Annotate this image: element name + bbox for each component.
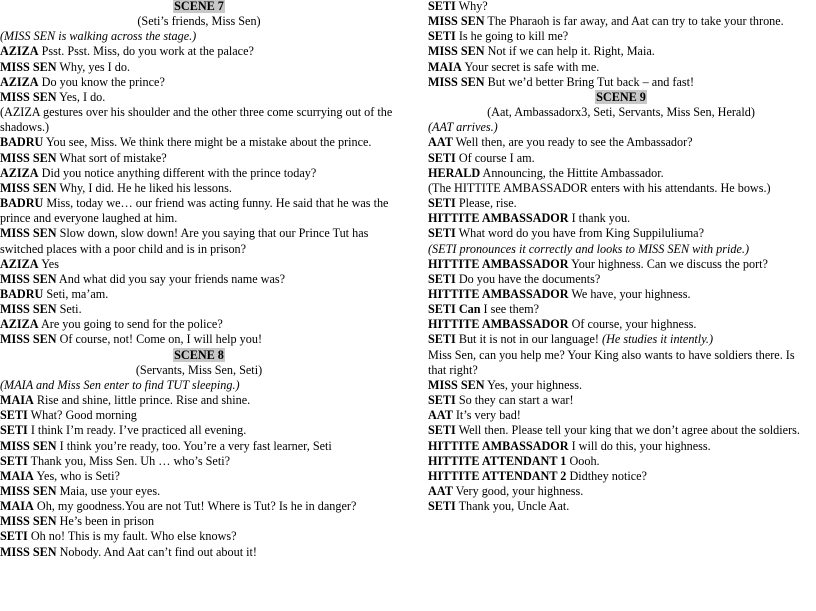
dialog-text: Is he going to kill me? bbox=[455, 29, 569, 44]
speaker-name: SETI bbox=[428, 29, 456, 44]
dialog-text: I think you’re ready, too. You’re a very fast learner, Seti bbox=[56, 438, 332, 453]
dialog-line bbox=[428, 135, 814, 150]
speaker-name: MISS SEN bbox=[0, 438, 57, 453]
speaker-name: AAT bbox=[428, 484, 453, 498]
dialog-text: Well then. Please tell your king that we don’t agree about the soldiers. bbox=[455, 423, 800, 438]
stage-direction: (SETI pronounces it correctly and looks to MISS SEN with pride.) bbox=[428, 241, 750, 256]
scene-cast: (Seti’s friends, Miss Sen) bbox=[137, 14, 261, 29]
dialog-text: Psst. Psst. Miss, do you work at the palace? bbox=[38, 44, 254, 59]
dialog-line bbox=[0, 151, 398, 166]
dialog-text: Do you have the documents? bbox=[455, 271, 601, 286]
dialog-text: Oh no! This is my fault. Who else knows? bbox=[27, 529, 237, 544]
dialog-text: What? Good morning bbox=[27, 408, 137, 423]
stage-direction: (MAIA and Miss Sen enter to find TUT sleeping.) bbox=[0, 377, 240, 392]
speaker-name: BADRU bbox=[0, 286, 44, 301]
speaker-name: HITTITE AMBASSADOR bbox=[428, 438, 569, 453]
speaker-name: AAT bbox=[428, 408, 453, 423]
dialog-text: Yes bbox=[38, 256, 59, 271]
dialog-line bbox=[428, 166, 814, 181]
dialog-text: So they can start a war! bbox=[455, 393, 574, 408]
dialog-text: And what did you say your friends name was? bbox=[56, 271, 286, 286]
dialog-line bbox=[428, 408, 814, 423]
dialog-text: You see, Miss. We think there might be a mistake about the prince. bbox=[43, 135, 372, 150]
speaker-name: MISS SEN bbox=[428, 14, 485, 29]
dialog-text: Thank you, Miss Sen. Uh … who’s Seti? bbox=[27, 453, 231, 468]
dialog-line bbox=[0, 181, 398, 196]
dialog-text: Well then, are you ready to see the Ambassador? bbox=[452, 135, 693, 150]
speaker-name: SETI bbox=[428, 196, 456, 211]
dialog-text: Of course I am. bbox=[455, 150, 535, 165]
dialog-line bbox=[428, 423, 814, 438]
dialog-line bbox=[0, 287, 398, 302]
dialog-text: I thank you. bbox=[568, 211, 631, 226]
dialog-text: I will do this, your highness. bbox=[568, 438, 711, 453]
speaker-name: SETI bbox=[428, 0, 456, 13]
speaker-name: HITTITE AMBASSADOR bbox=[428, 256, 569, 271]
speaker-name: MAIA bbox=[0, 499, 34, 514]
dialog-text: Yes, your highness. bbox=[484, 377, 583, 392]
speaker-name: HITTITE ATTENDANT 1 bbox=[428, 453, 567, 468]
dialog-text: Your secret is safe with me. bbox=[461, 59, 600, 74]
dialog-line bbox=[0, 545, 398, 560]
dialog-line bbox=[428, 454, 814, 469]
speaker-name: MISS SEN bbox=[0, 514, 57, 529]
stage-direction: (MISS SEN is walking across the stage.) bbox=[0, 29, 197, 44]
dialog-line bbox=[0, 272, 398, 287]
speaker-name: MISS SEN bbox=[0, 59, 57, 74]
narration-line: shadows.) bbox=[0, 120, 50, 135]
dialog-text: But it is not in our language! bbox=[455, 332, 603, 347]
dialog-line bbox=[428, 302, 814, 317]
dialog-line bbox=[428, 257, 814, 272]
dialog-text: It’s very bad! bbox=[452, 408, 521, 423]
dialog-text: Very good, your highness. bbox=[452, 484, 584, 498]
scene-title: SCENE 9 bbox=[596, 89, 646, 104]
speaker-name: MISS SEN bbox=[428, 44, 485, 59]
dialog-line bbox=[0, 514, 398, 529]
dialog-line bbox=[428, 317, 814, 332]
speaker-name: AZIZA bbox=[0, 256, 39, 271]
dialog-line bbox=[428, 60, 814, 75]
dialog-text: Why, yes I do. bbox=[56, 59, 131, 74]
dialog-line bbox=[0, 135, 398, 150]
dialog-line bbox=[428, 151, 814, 166]
dialog-line bbox=[0, 469, 398, 484]
speaker-name: SETI bbox=[0, 453, 28, 468]
dialog-line bbox=[428, 332, 814, 347]
speaker-name: SETI bbox=[428, 271, 456, 286]
dialog-text: The Pharaoh is far away, and Aat can try to take your throne. bbox=[484, 14, 784, 29]
dialog-text: He’s been in prison bbox=[56, 514, 155, 529]
dialog-line bbox=[428, 14, 814, 29]
speaker-name: HITTITE AMBASSADOR bbox=[428, 286, 569, 301]
scene-heading bbox=[0, 348, 398, 363]
speaker-name: AAT bbox=[428, 135, 453, 150]
scene-heading bbox=[428, 90, 814, 105]
dialog-line bbox=[428, 0, 814, 14]
script-column-right bbox=[428, 0, 814, 514]
dialog-line bbox=[0, 393, 398, 408]
speaker-name: MISS SEN bbox=[0, 150, 57, 165]
dialog-line bbox=[428, 44, 814, 59]
speaker-name: SETI bbox=[428, 150, 456, 165]
dialog-line bbox=[0, 423, 398, 438]
speaker-name: MISS SEN bbox=[0, 226, 57, 241]
scene-cast: (Aat, Ambassadorx3, Seti, Servants, Miss Sen, Herald) bbox=[487, 105, 755, 120]
speaker-name: HITTITE ATTENDANT 2 bbox=[428, 468, 567, 483]
dialog-line bbox=[428, 393, 814, 408]
speaker-name: SETI Can bbox=[428, 302, 481, 317]
dialog-text: Oooh. bbox=[566, 453, 600, 468]
dialog-text: We have, your highness. bbox=[568, 286, 691, 301]
script-column-left bbox=[0, 0, 398, 560]
speaker-name: MISS SEN bbox=[0, 332, 57, 347]
dialog-text: Please, rise. bbox=[455, 196, 517, 211]
speaker-name: AZIZA bbox=[0, 44, 39, 59]
dialog-line bbox=[0, 499, 398, 514]
dialog-text: Your highness. Can we discuss the port? bbox=[568, 256, 768, 271]
dialog-text: Oh, my goodness.You are not Tut! Where is Tut? Is he in danger? bbox=[33, 499, 357, 514]
dialog-text: Why? bbox=[455, 0, 488, 13]
dialog-line bbox=[428, 499, 814, 514]
dialog-text: I see them? bbox=[480, 302, 540, 317]
dialog-line bbox=[0, 484, 398, 499]
dialog-text: Not if we can help it. Right, Maia. bbox=[484, 44, 655, 59]
dialog-line bbox=[0, 408, 398, 423]
dialog-line bbox=[428, 29, 814, 44]
speaker-name: MISS SEN bbox=[0, 271, 57, 286]
dialog-line bbox=[0, 196, 398, 226]
dialog-line bbox=[428, 469, 814, 484]
dialog-text: Seti, ma’am. bbox=[43, 286, 109, 301]
speaker-name: SETI bbox=[0, 408, 28, 423]
dialog-line bbox=[428, 211, 814, 226]
speaker-name: MISS SEN bbox=[0, 484, 57, 498]
dialog-line bbox=[0, 317, 398, 332]
dialog-line bbox=[428, 196, 814, 211]
speaker-name: BADRU bbox=[0, 135, 44, 150]
dialog-text: Nobody. And Aat can’t find out about it! bbox=[56, 544, 257, 559]
speaker-name: MISS SEN bbox=[0, 180, 57, 195]
stage-direction: (AAT arrives.) bbox=[428, 120, 498, 135]
dialog-line bbox=[0, 226, 398, 256]
dialog-line bbox=[0, 166, 398, 181]
speaker-name: MISS SEN bbox=[0, 302, 57, 317]
speaker-name: MISS SEN bbox=[0, 89, 57, 104]
speaker-name: AZIZA bbox=[0, 165, 39, 180]
dialog-line bbox=[428, 484, 814, 499]
dialog-text: But we’d better Bring Tut back – and fast! bbox=[484, 74, 695, 89]
dialog-line bbox=[428, 439, 814, 454]
dialog-text: Do you know the prince? bbox=[38, 74, 165, 89]
narration-line: (The HITTITE AMBASSADOR enters with his attendants. He bows.) bbox=[428, 180, 771, 195]
dialog-line bbox=[428, 75, 814, 90]
dialog-line bbox=[428, 272, 814, 287]
dialog-text: Seti. bbox=[56, 302, 82, 317]
dialog-text: Why, I did. He he liked his lessons. bbox=[56, 180, 232, 195]
dialog-line bbox=[0, 454, 398, 469]
dialog-text: Announcing, the Hittite Ambassador. bbox=[480, 165, 664, 180]
speaker-name: SETI bbox=[0, 529, 28, 544]
speaker-name: AZIZA bbox=[0, 74, 39, 89]
speaker-name: HITTITE AMBASSADOR bbox=[428, 211, 569, 226]
dialog-line bbox=[428, 226, 814, 241]
speaker-name: SETI bbox=[428, 423, 456, 438]
speaker-name: BADRU bbox=[0, 196, 44, 211]
dialog-line bbox=[0, 439, 398, 454]
dialog-text: Are you going to send for the police? bbox=[38, 317, 223, 332]
speaker-name: SETI bbox=[428, 499, 456, 514]
dialog-text: Miss, today we… our friend was acting funny. He said that he was the prince and everyone laughed at him. bbox=[0, 196, 389, 226]
speaker-name: SETI bbox=[428, 393, 456, 408]
dialog-text: Did you notice anything different with the prince today? bbox=[38, 165, 317, 180]
dialog-text: Maia, use your eyes. bbox=[56, 484, 161, 498]
dialog-text: Yes, who is Seti? bbox=[33, 468, 120, 483]
dialog-text: What word do you have from King Suppiluliuma? bbox=[455, 226, 705, 241]
scene-title: SCENE 8 bbox=[174, 347, 224, 362]
dialog-text: Rise and shine, little prince. Rise and shine. bbox=[33, 393, 251, 408]
speaker-name: MAIA bbox=[0, 393, 34, 408]
dialog-line bbox=[0, 332, 398, 347]
dialog-text: I think I’m ready. I’ve practiced all evening. bbox=[27, 423, 247, 438]
dialog-text: Of course, your highness. bbox=[568, 317, 697, 332]
dialog-text: Didthey notice? bbox=[566, 468, 647, 483]
scene-cast: (Servants, Miss Sen, Seti) bbox=[135, 362, 263, 377]
dialog-line bbox=[428, 378, 814, 393]
scene-title: SCENE 7 bbox=[174, 0, 224, 13]
scene-heading bbox=[0, 0, 398, 14]
speaker-name: MAIA bbox=[428, 59, 462, 74]
dialog-text: Thank you, Uncle Aat. bbox=[455, 499, 570, 514]
dialog-line bbox=[0, 529, 398, 544]
dialog-line bbox=[0, 44, 398, 59]
dialog-line bbox=[0, 257, 398, 272]
dialog-line bbox=[0, 60, 398, 75]
inline-stage-direction: (He studies it intently.) bbox=[602, 332, 714, 347]
speaker-name: SETI bbox=[428, 332, 456, 347]
dialog-text: Of course, not! Come on, I will help you! bbox=[56, 332, 263, 347]
speaker-name: SETI bbox=[0, 423, 28, 438]
speaker-name: HITTITE AMBASSADOR bbox=[428, 317, 569, 332]
speaker-name: AZIZA bbox=[0, 317, 39, 332]
narration-line: (AZIZA gestures over his shoulder and the other three come scurrying out of the bbox=[0, 105, 393, 120]
speaker-name: MISS SEN bbox=[0, 544, 57, 559]
dialog-line bbox=[0, 75, 398, 90]
dialog-line bbox=[0, 302, 398, 317]
dialog-text: Slow down, slow down! Are you saying that our Prince Tut has switched places with a poor child and is in prison? bbox=[0, 226, 369, 256]
speaker-name: MISS SEN bbox=[428, 74, 485, 89]
speaker-name: MAIA bbox=[0, 468, 34, 483]
speaker-name: MISS SEN bbox=[428, 377, 485, 392]
speaker-name: SETI bbox=[428, 226, 456, 241]
dialog-line bbox=[428, 287, 814, 302]
speaker-name: HERALD bbox=[428, 165, 481, 180]
dialog-text: Yes, I do. bbox=[56, 89, 106, 104]
dialog-text: What sort of mistake? bbox=[56, 150, 167, 165]
narration-line: Miss Sen, can you help me? Your King also wants to have soldiers there. Is that right? bbox=[428, 347, 795, 377]
dialog-line bbox=[0, 90, 398, 105]
